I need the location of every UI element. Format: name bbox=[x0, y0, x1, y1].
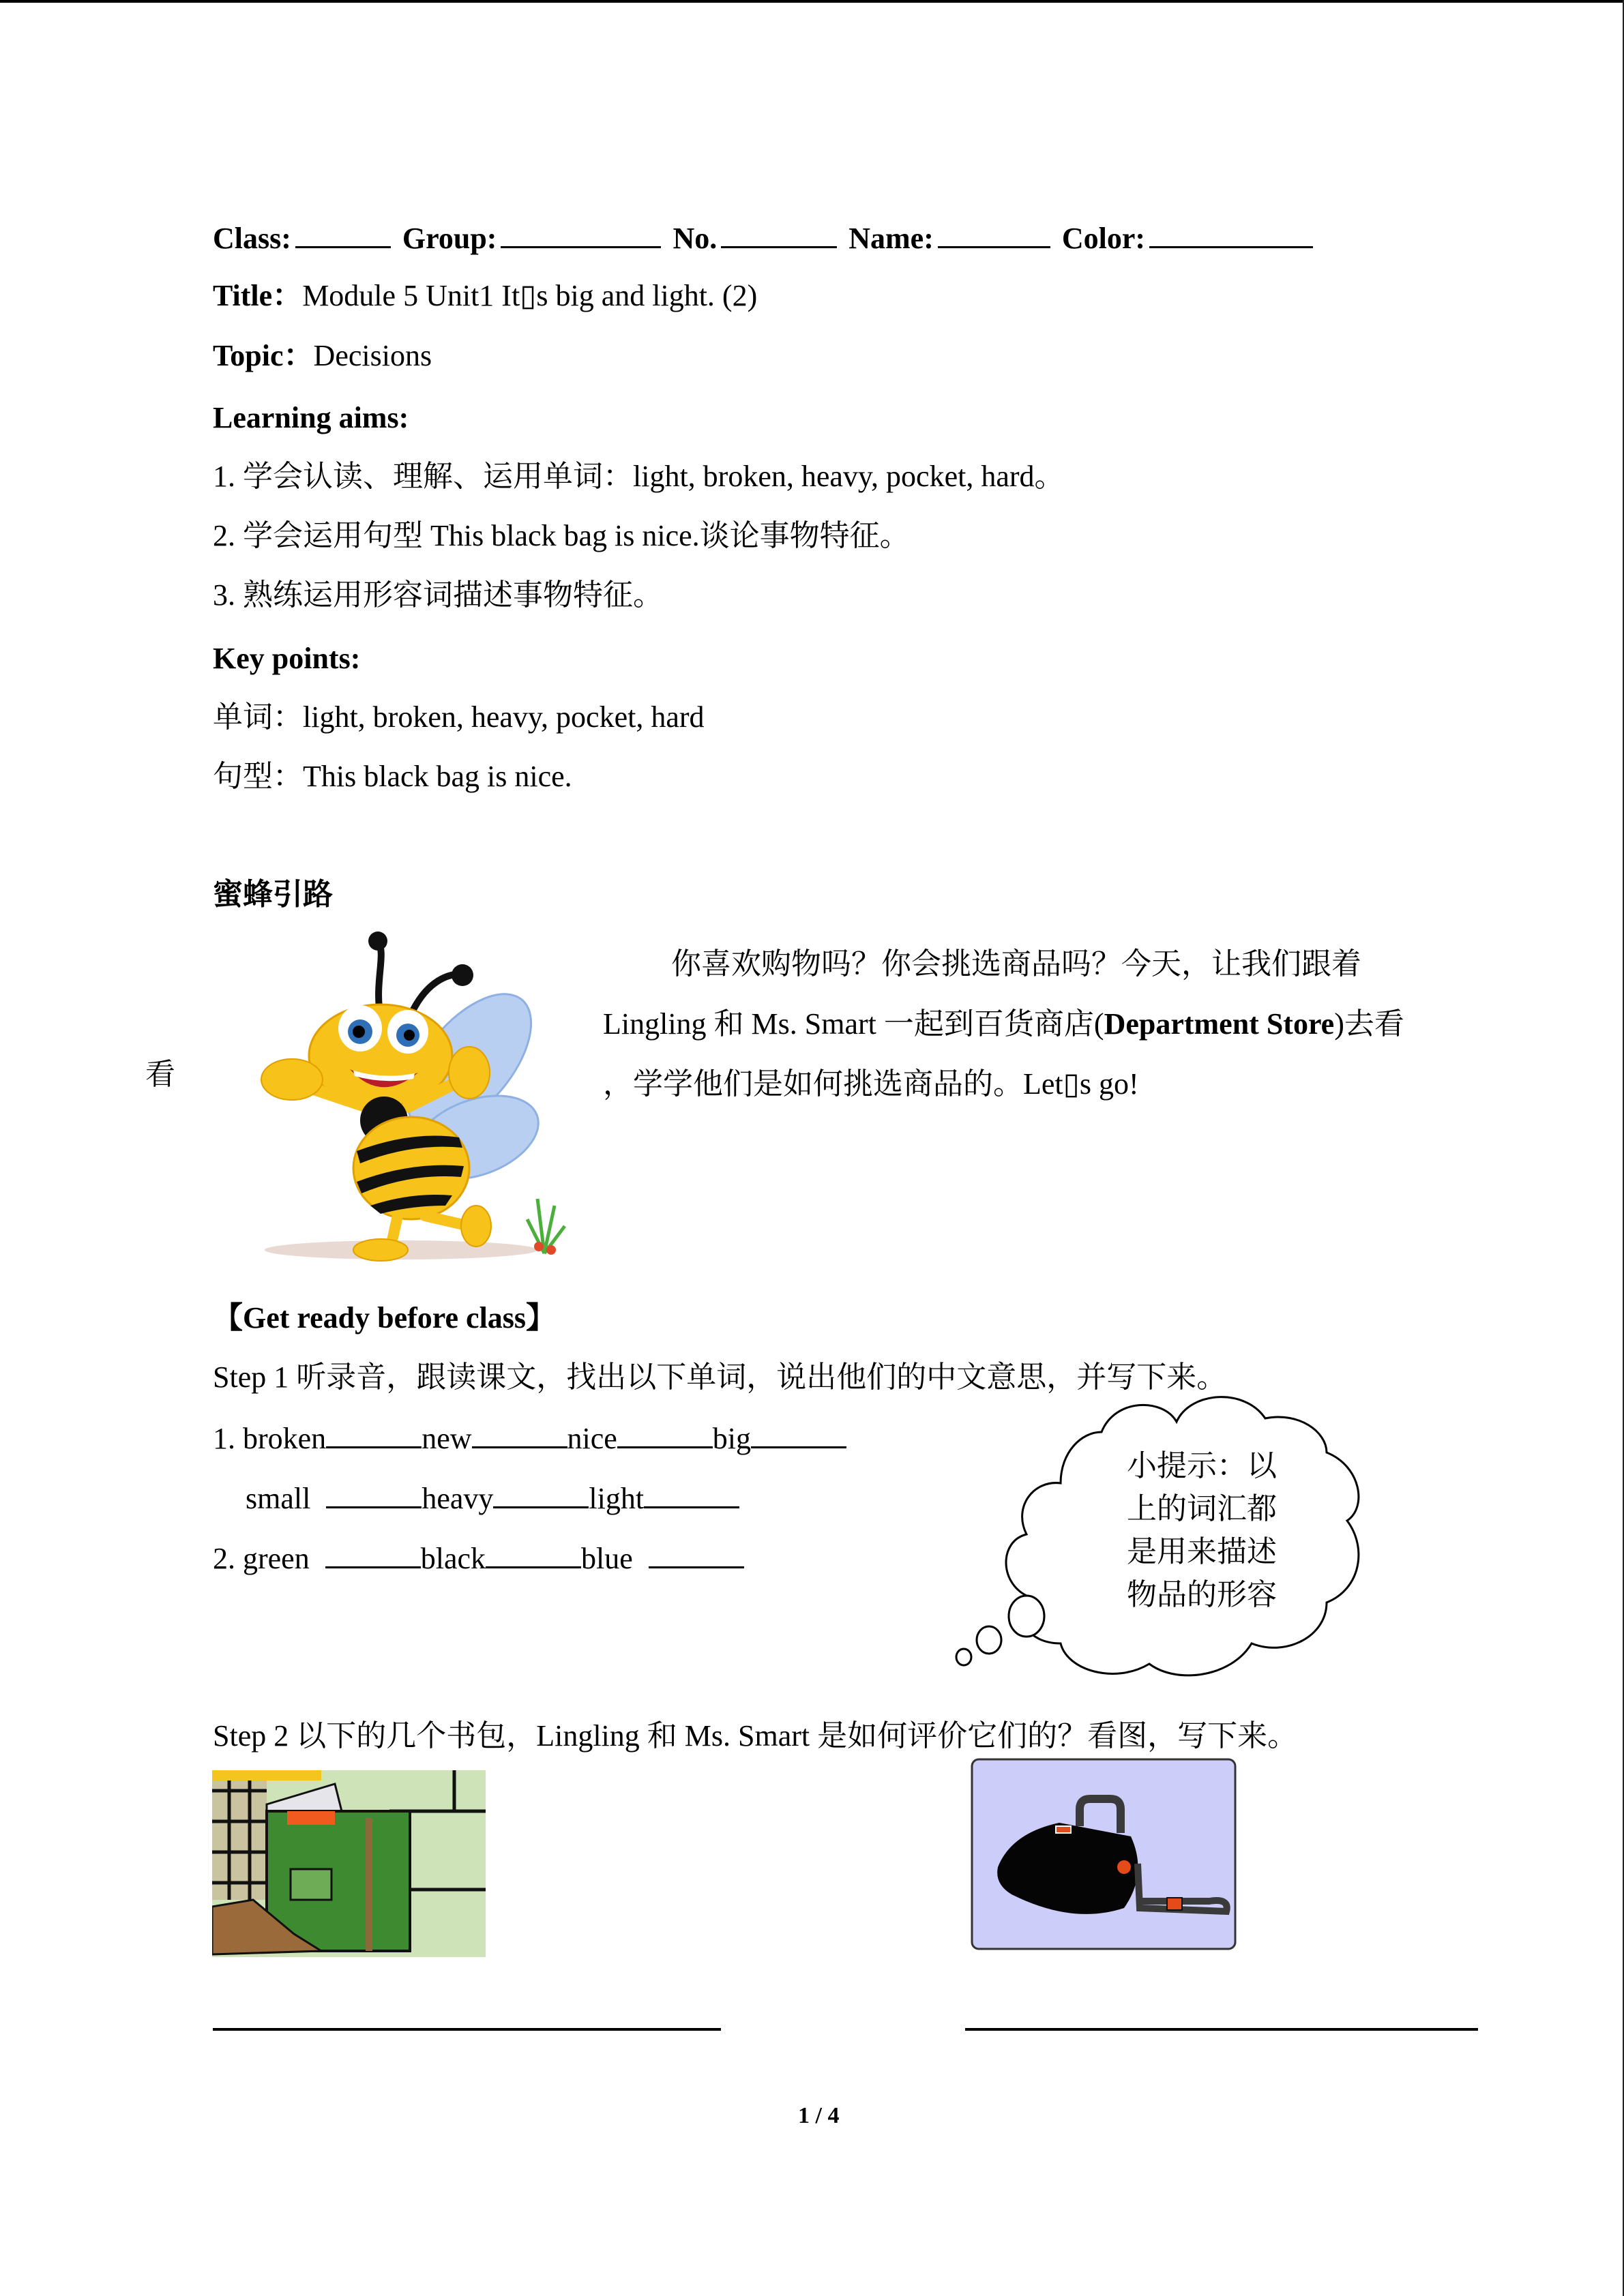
vocab-row-1 bbox=[213, 1420, 846, 1458]
vocab-word: heavy bbox=[422, 1482, 494, 1515]
answer-blank[interactable] bbox=[326, 1482, 422, 1508]
bee-intro-paragraph bbox=[603, 934, 1490, 1114]
no-blank[interactable] bbox=[721, 222, 837, 248]
hint-line: 上的词汇都 bbox=[1127, 1492, 1277, 1525]
class-blank[interactable] bbox=[295, 222, 391, 248]
answer-line-2[interactable] bbox=[965, 2028, 1478, 2031]
vocab-word: new bbox=[422, 1422, 472, 1455]
hint-line: 是用来描述 bbox=[1127, 1535, 1277, 1568]
topic-value: Decisions bbox=[313, 339, 432, 372]
name-blank[interactable] bbox=[938, 222, 1050, 248]
hint-line: 小提示：以 bbox=[1127, 1449, 1277, 1482]
vocab-row-3 bbox=[213, 1540, 744, 1578]
vocab-word: green bbox=[243, 1542, 317, 1575]
answer-blank[interactable] bbox=[486, 1542, 581, 1568]
get-ready-heading: 【Get ready before class】 bbox=[213, 1301, 557, 1335]
sentence-value: This black bag is nice. bbox=[303, 760, 572, 793]
vocab-word: small bbox=[246, 1482, 319, 1515]
no-label: No. bbox=[673, 222, 718, 255]
vocab-word: blue bbox=[581, 1542, 640, 1575]
group-blank[interactable] bbox=[501, 222, 661, 248]
answer-blank[interactable] bbox=[617, 1422, 713, 1448]
answer-blank[interactable] bbox=[649, 1542, 744, 1568]
title-label: Title： bbox=[213, 279, 303, 312]
page-number: 1 / 4 bbox=[798, 2103, 840, 2128]
bee-illustration bbox=[217, 926, 585, 1264]
bee-section-heading: 蜜蜂引路 bbox=[213, 878, 333, 911]
intro-line-2-post: )去看 bbox=[1334, 1007, 1404, 1041]
header-fields bbox=[213, 220, 1317, 258]
title-value: Module 5 Unit1 It▯s big and light. (2) bbox=[302, 279, 758, 312]
topic-line bbox=[213, 337, 432, 375]
step2-instruction: Step 2 以下的几个书包，Lingling 和 Ms. Smart 是如何评价它们的？看图，写下来。 bbox=[213, 1719, 1298, 1753]
hint-text bbox=[1127, 1444, 1277, 1616]
vocab-word: nice bbox=[567, 1422, 617, 1455]
learning-aims-heading: Learning aims: bbox=[213, 401, 409, 434]
class-label: Class: bbox=[213, 222, 291, 255]
intro-line-3: ，学学他们是如何挑选商品的。Let▯s go! bbox=[603, 1067, 1139, 1101]
name-label: Name: bbox=[848, 222, 934, 255]
answer-blank[interactable] bbox=[644, 1482, 739, 1508]
color-blank[interactable] bbox=[1149, 222, 1313, 248]
step1-instruction: Step 1 听录音，跟读课文，找出以下单词，说出他们的中文意思，并写下来。 bbox=[213, 1360, 1227, 1394]
intro-line-2-pre: Lingling 和 Ms. Smart 一起到百货商店( bbox=[603, 1007, 1104, 1041]
answer-line-1[interactable] bbox=[213, 2028, 721, 2031]
black-bag-picture bbox=[971, 1758, 1237, 1950]
stray-character: 看 bbox=[145, 1058, 175, 1091]
hint-line: 物品的形容 bbox=[1127, 1578, 1277, 1611]
vocab-word: broken bbox=[243, 1422, 327, 1455]
color-label: Color: bbox=[1061, 222, 1146, 255]
answer-blank[interactable] bbox=[751, 1422, 846, 1448]
group-label: Group: bbox=[402, 222, 497, 255]
department-store-term: Department Store bbox=[1104, 1007, 1335, 1041]
answer-blank[interactable] bbox=[472, 1422, 567, 1448]
sentence-label: 句型： bbox=[213, 760, 303, 793]
learning-aim-1: 1. 学会认读、理解、运用单词：light, broken, heavy, pocket, hard。 bbox=[213, 460, 1065, 493]
key-points-sentence bbox=[213, 758, 572, 796]
answer-blank[interactable] bbox=[326, 1422, 422, 1448]
vocab-word: big bbox=[712, 1422, 752, 1455]
row-3-number: 2. bbox=[213, 1542, 243, 1575]
learning-aim-3: 3. 熟练运用形容词描述事物特征。 bbox=[213, 578, 663, 612]
learning-aim-2: 2. 学会运用句型 This black bag is nice.谈论事物特征。 bbox=[213, 519, 910, 552]
green-suitcase-picture bbox=[212, 1770, 486, 1957]
answer-blank[interactable] bbox=[493, 1482, 589, 1508]
answer-blank[interactable] bbox=[325, 1542, 421, 1568]
intro-line-1: 你喜欢购物吗？你会挑选商品吗？今天，让我们跟着 bbox=[671, 947, 1361, 981]
vocab-word: light bbox=[589, 1482, 645, 1515]
title-line bbox=[213, 277, 757, 315]
page-top-border bbox=[0, 0, 1624, 3]
vocab-word: black bbox=[420, 1542, 486, 1575]
key-points-heading: Key points: bbox=[213, 642, 361, 675]
words-label: 单词： bbox=[213, 700, 303, 734]
words-value: light, broken, heavy, pocket, hard bbox=[303, 700, 705, 734]
intro-line-2 bbox=[603, 994, 1490, 1054]
topic-label: Topic： bbox=[213, 339, 314, 372]
row-1-number: 1. bbox=[213, 1422, 243, 1455]
key-points-words bbox=[213, 698, 705, 736]
vocab-row-2 bbox=[246, 1480, 739, 1518]
